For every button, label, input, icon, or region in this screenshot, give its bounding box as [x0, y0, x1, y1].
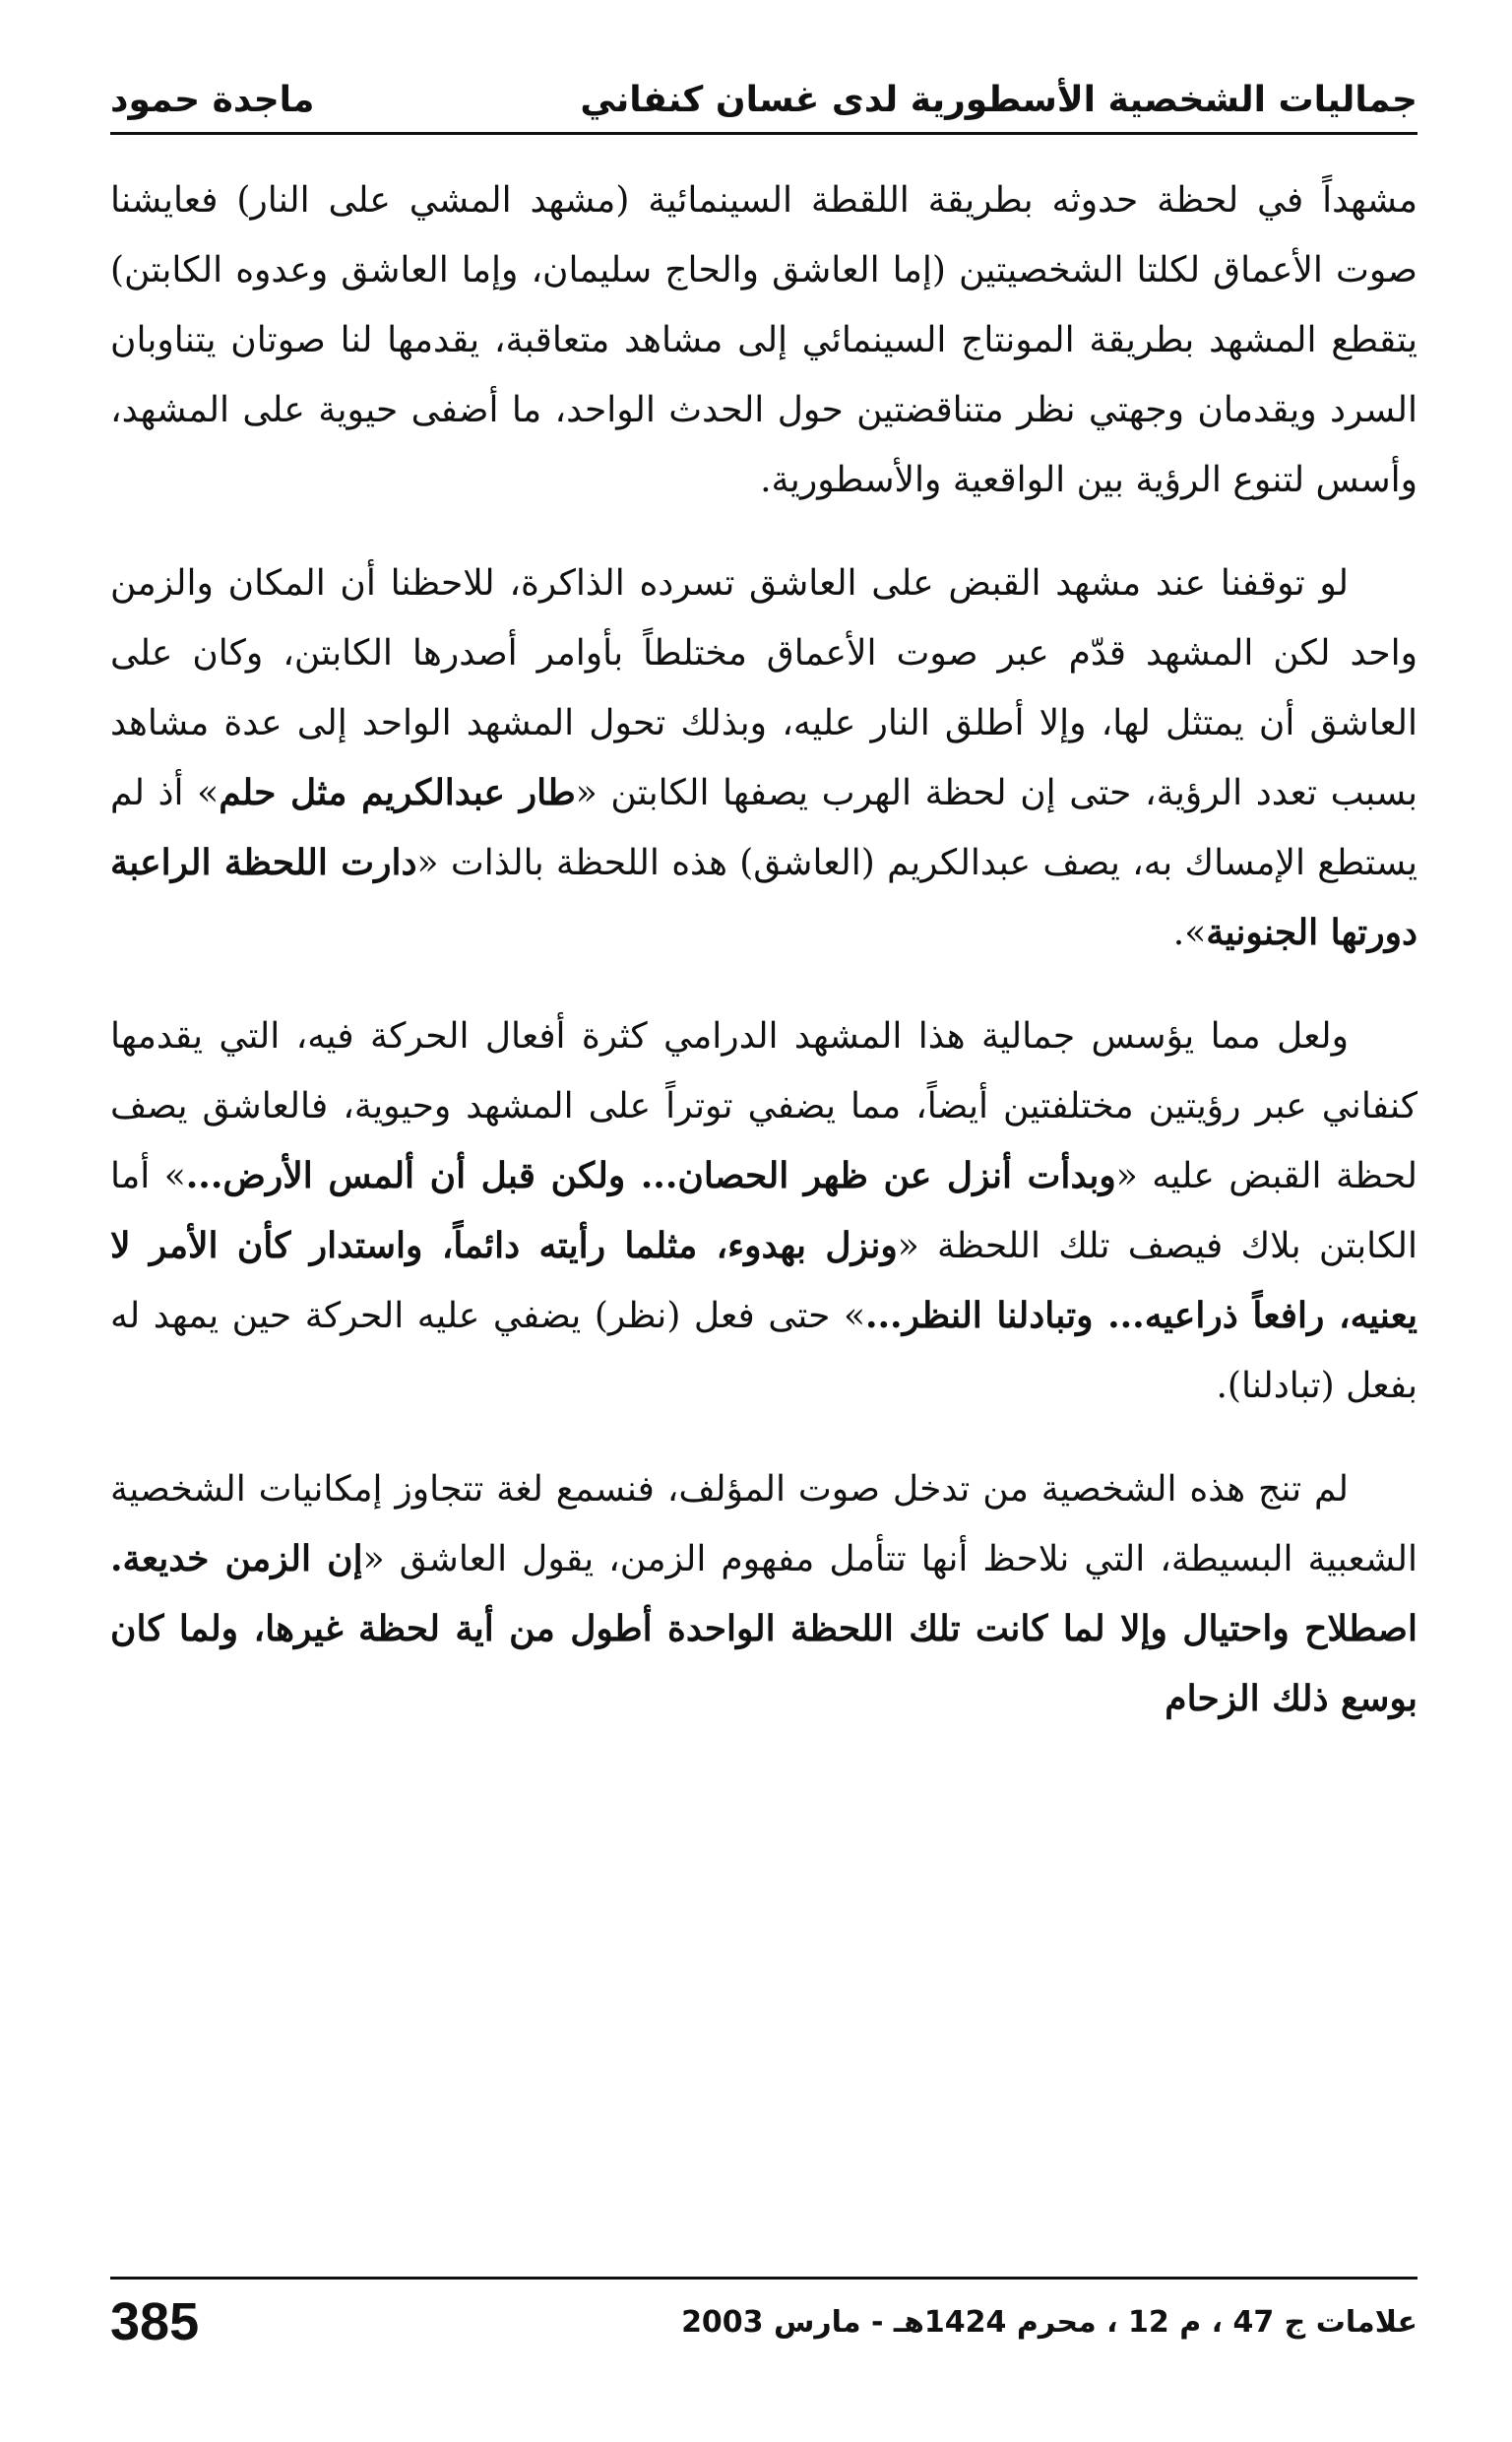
paragraph-text: ».: [1172, 913, 1207, 953]
paragraph-text: ولعل مما يؤسس جمالية هذا المشهد الدرامي كثرة أفعال الحركة فيه، التي يقدمها كنفاني عبر رؤيتين مختلفتين أيضاً، مما يضفي توتراً على المشهد وحيوية، فالعاشق يصف لحظة القبض عليه «: [110, 1016, 1418, 1196]
footer-divider: [110, 2277, 1418, 2280]
quoted-text: دارت اللحظة الراعبة دورتها الجنونية: [110, 842, 1418, 953]
quoted-text: ونزل بهدوء، مثلما رأيته دائماً، واستدار كأن الأمر لا يعنيه، رافعاً ذراعيه... وتبادلنا النظر...: [110, 1225, 1418, 1336]
paragraph-text: » أذ لم يستطع الإمساك به، يصف عبدالكريم (العاشق) هذه اللحظة بالذات «: [110, 773, 1418, 883]
paragraph: [110, 165, 1418, 515]
running-footer: [110, 2292, 1418, 2351]
page-number: 385: [110, 2292, 200, 2351]
paragraph: [110, 548, 1418, 968]
paragraph-text: » حتى فعل (نظر) يضفي عليه الحركة حين يمهد له بفعل (تبادلنا).: [110, 1296, 1418, 1406]
quoted-text: طار عبدالكريم مثل حلم: [219, 772, 576, 813]
paragraph-text: مشهداً في لحظة حدوثه بطريقة اللقطة السينمائية (مشهد المشي على النار) فعايشنا صوت الأعماق لكلتا الشخصيتين (إما العاشق والحاج سليمان، وإما العاشق وعدوه الكابتن) يتقطع المشهد بطريقة المونتاج السينمائي إلى مشاهد متعاقبة، يقدمها لنا صوتان يتناوبان السرد ويقدمان وجهتي نظر متناقضتين حول الحدث الواحد، ما أضفى حيوية على المشهد، وأسس لتنوع الرؤية بين الواقعية والأسطورية.: [110, 180, 1418, 500]
paragraph: [110, 1454, 1418, 1734]
running-header: [110, 51, 1418, 120]
quoted-text: إن الزمن خديعة. اصطلاح واحتيال وإلا لما كانت تلك اللحظة الواحدة أطول من أية لحظة غيرها، ولما كان بوسع ذلك الزحام: [110, 1538, 1418, 1719]
document-page: [110, 0, 1418, 2442]
header-divider: [110, 132, 1418, 135]
paragraph-text: لو توقفنا عند مشهد القبض على العاشق تسرده الذاكرة، للاحظنا أن المكان والزمن واحد لكن المشهد قدّم عبر صوت الأعماق مختلطاً بأوامر أصدرها الكابتن، وكان على العاشق أن يمتثل لها، وإلا أطلق النار عليه، وبذلك تحول المشهد الواحد إلى عدة مشاهد بسبب تعدد الرؤية، حتى إن لحظة الهرب يصفها الكابتن «: [110, 563, 1418, 813]
quoted-text: وبدأت أنزل عن ظهر الحصان... ولكن قبل أن ألمس الأرض...: [185, 1155, 1116, 1196]
paragraph-text: » أما الكابتن بلاك فيصف تلك اللحظة «: [110, 1156, 1418, 1266]
author-name: ماجدة حمود: [110, 80, 315, 120]
book-title: جماليات الشخصية الأسطورية لدى غسان كنفاني: [580, 80, 1418, 120]
journal-info: علامات ج 47 ، م 12 ، محرم 1424هـ - مارس 2003: [681, 2304, 1418, 2340]
body-text: [110, 165, 1418, 1767]
paragraph-text: لم تنج هذه الشخصية من تدخل صوت المؤلف، فنسمع لغة تتجاوز إمكانيات الشخصية الشعبية البسيطة، التي نلاحظ أنها تتأمل مفهوم الزمن، يقول العاشق «: [110, 1469, 1418, 1579]
paragraph: [110, 1001, 1418, 1421]
